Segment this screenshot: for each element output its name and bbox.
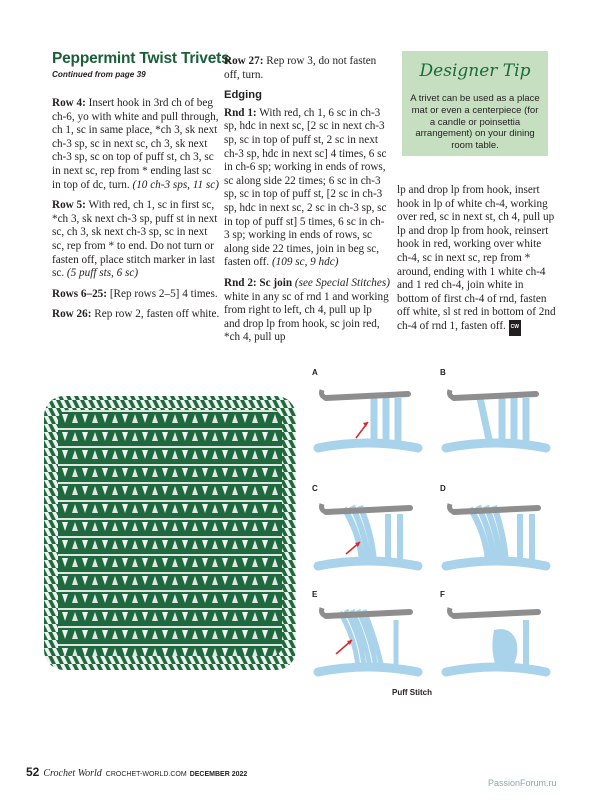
trivet-body bbox=[58, 410, 282, 656]
rows-6-25-paragraph bbox=[52, 288, 220, 302]
row-27-text: Rep row 3, do not fasten off, turn. bbox=[224, 55, 377, 81]
rnd-1-paragraph bbox=[224, 107, 390, 270]
step-d bbox=[440, 484, 552, 584]
step-f-label: F bbox=[440, 590, 445, 599]
step-e-label: E bbox=[312, 590, 318, 599]
step-c bbox=[312, 484, 424, 584]
row-5-count: (5 puff sts, 6 sc) bbox=[66, 267, 139, 280]
page-number: 52 bbox=[26, 765, 40, 779]
step-d-illustration bbox=[440, 484, 552, 584]
row-4-label: Row 4: bbox=[52, 97, 86, 109]
step-c-illustration bbox=[312, 484, 424, 584]
page-footer bbox=[26, 763, 247, 781]
row-26-text: Rep row 2, fasten off white. bbox=[91, 308, 220, 321]
step-f bbox=[440, 590, 552, 690]
step-b-label: B bbox=[440, 368, 446, 377]
cw-end-badge: CW bbox=[509, 320, 521, 336]
row-4-paragraph bbox=[52, 97, 220, 192]
rnd-1-text: With red, ch 1, 6 sc in ch-3 sp, hdc in next sc, [2 sc in next ch-3 sp, sc in top of puff st, 2 sc in next ch-3 sp, hdc in next sc] 4 times, 6 sc in ch-6 sp; working in ends of rows, sc along side 22 times; 6 sc in ch-3 sp, sc in top of puff st, [2 sc in ch-3 sp, hdc in next sc, 2 sc in ch-3 sp, sc in top of puff st] 5 times, 6 sc in ch-3 sp; working in ends of rows, sc along side 22 times, join in beg sc, fasten off. bbox=[224, 106, 387, 269]
magazine-name: Crochet World bbox=[43, 768, 102, 779]
row-5-label: Row 5: bbox=[52, 199, 86, 212]
step-b-illustration bbox=[440, 368, 552, 468]
row-27-paragraph bbox=[224, 55, 390, 82]
continued-note: Continued from page 39 bbox=[52, 70, 146, 79]
step-b bbox=[440, 368, 552, 468]
step-f-illustration bbox=[440, 590, 552, 690]
edging-heading: Edging bbox=[224, 89, 262, 102]
row-4-count: (10 ch-3 sps, 11 sc) bbox=[132, 178, 219, 191]
row-4-text: Insert hook in 3rd ch of beg ch-6, yo with white and pull through, ch 1, sc in same place, *ch 3, sk next ch-3 sp, sc in next sc, ch 3, sk next ch-3 sp, sc on top of puff st, ch 3, sc in next sc, rep from * ending last sc in top of dc, turn. bbox=[52, 97, 219, 191]
rnd-1-label: Rnd 1: bbox=[224, 106, 257, 119]
row-26-label: Row 26: bbox=[52, 308, 92, 321]
step-a-illustration bbox=[312, 368, 424, 468]
rnd-1-count: (109 sc, 9 hdc) bbox=[271, 256, 339, 269]
rows-6-25-label: Rows 6–25: bbox=[52, 287, 108, 300]
step-e-illustration bbox=[312, 590, 424, 690]
designer-tip-text: A trivet can be used as a place mat or even a centerpiece (for a candle or poinsettia arrangement) on your dining room table. bbox=[410, 93, 540, 152]
rnd-2-label: Rnd 2: Sc join bbox=[224, 276, 293, 289]
column-1 bbox=[52, 97, 220, 329]
rnd-2-paragraph bbox=[224, 277, 390, 345]
column-3 bbox=[397, 184, 557, 343]
row-5-paragraph bbox=[52, 199, 220, 281]
designer-tip-box bbox=[402, 51, 548, 156]
row-26-paragraph bbox=[52, 308, 220, 322]
rows-6-25-text: [Rep rows 2–5] 4 times. bbox=[107, 287, 218, 300]
designer-tip-title: Designer Tip bbox=[419, 61, 531, 81]
step-d-label: D bbox=[440, 484, 446, 493]
issue-date: DECEMBER 2022 bbox=[189, 771, 248, 778]
step-c-label: C bbox=[312, 484, 318, 493]
rnd-2-note: (see Special Stitches) bbox=[292, 276, 390, 289]
rnd-2-continued-paragraph bbox=[397, 184, 557, 336]
article-title: Peppermint Twist Trivets bbox=[52, 50, 230, 67]
rnd-2-text: white in any sc of rnd 1 and working from right to left, ch 4, pull up lp and drop lp from hook, sc join red, *ch 4, pull up bbox=[224, 290, 389, 344]
step-a-label: A bbox=[312, 368, 318, 377]
watermark: PassionForum.ru bbox=[488, 778, 557, 788]
puff-stitch-caption: Puff Stitch bbox=[392, 688, 432, 697]
rnd-2-continued-text: lp and drop lp from hook, insert hook in lp of white ch-4, working over red, sc in next st, ch 4, pull up lp and drop lp from hook, reinsert hook in red, working over white ch-4, sc in next sc, rep from * around, ending with 1 white ch-4 and 1 red ch-4, join white in bottom of first ch-4 of rnd, fasten off white, sl st red in bottom of 2nd ch-4 of rnd 1, fasten off. bbox=[397, 184, 556, 332]
row-27-label: Row 27: bbox=[224, 55, 264, 67]
row-5-text: With red, ch 1, sc in first sc, *ch 3, sk next ch-3 sp, puff st in next sc, ch 3, sk next ch-3 sp, sc in next sc, rep from * to end. Do not turn or fasten off, place stitch marker in last sc. bbox=[52, 199, 218, 280]
column-2 bbox=[224, 55, 390, 352]
step-a bbox=[312, 368, 424, 468]
trivet-photo bbox=[40, 392, 300, 674]
magazine-website: CROCHET-WORLD.COM bbox=[105, 771, 187, 778]
step-e bbox=[312, 590, 424, 690]
